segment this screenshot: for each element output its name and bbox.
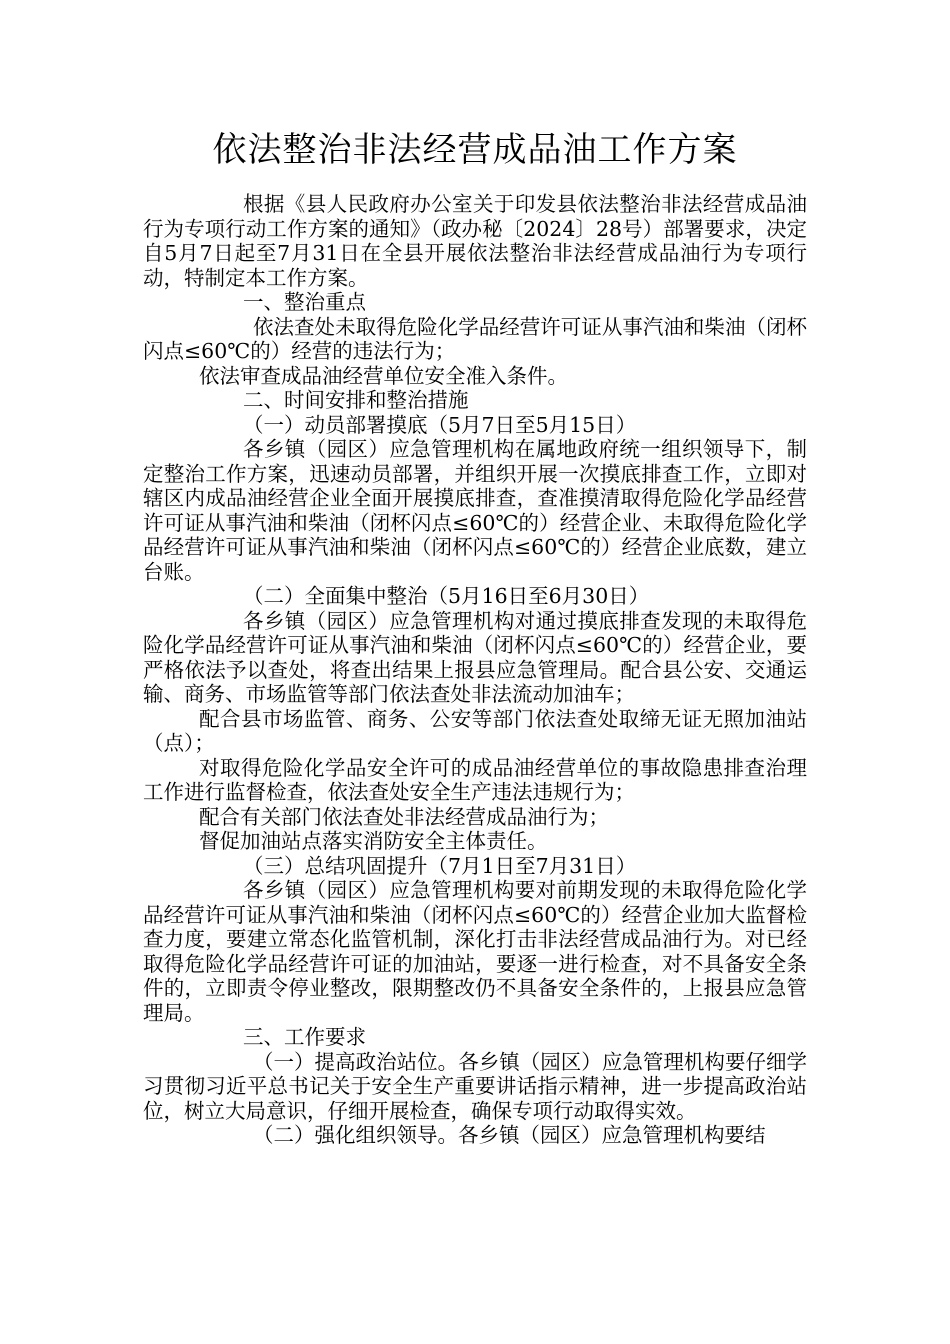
paragraph: 各乡镇（园区）应急管理机构在属地政府统一组织领导下，制定整治工作方案，迅速动员部署，并组织开展一次摸底排查工作，立即对辖区内成品油经营企业全面开展摸底排查，查准摸清取得危险化学品经营许可证从事汽油和柴油（闭杯闪点≤60℃的）经营企业、未取得危险化学品经营许可证从事汽油和柴油（闭杯闪点≤60℃的）经营企业底数，建立台账。: [143, 437, 807, 584]
paragraph: 配合县市场监管、商务、公安等部门依法查处取缔无证无照加油站（点）；: [143, 706, 807, 755]
paragraph: 对取得危险化学品安全许可的成品油经营单位的事故隐患排查治理工作进行监督检查，依法查处安全生产违法违规行为；: [143, 755, 807, 804]
paragraph: （二）强化组织领导。各乡镇（园区）应急管理机构要结: [253, 1123, 766, 1147]
paragraph: 依法查处未取得危险化学品经营许可证从事汽油和柴油（闭杯闪点≤60℃的）经营的违法行为；: [143, 314, 807, 363]
paragraph: 根据《县人民政府办公室关于印发县依法整治非法经营成品油行为专项行动工作方案的通知》（政办秘〔2024〕28号）部署要求，决定自5月7日起至7月31日在全县开展依法整治非法经营成品油行为专项行动，特制定本工作方案。: [143, 192, 807, 290]
paragraph: 依法审查成品油经营单位安全准入条件。: [199, 363, 568, 388]
paragraph: 三、工作要求: [243, 1025, 366, 1049]
document-title: 依法整治非法经营成品油工作方案: [212, 130, 738, 170]
paragraph: 各乡镇（园区）应急管理机构要对前期发现的未取得危险化学品经营许可证从事汽油和柴油（闭杯闪点≤60℃的）经营企业加大监督检查力度，要建立常态化监管机制，深化打击非法经营成品油行为。对已经取得危险化学品经营许可证的加油站，要逐一进行检查，对不具备安全条件的，立即责令停业整改，限期整改仍不具备安全条件的，上报县应急管理局。: [143, 878, 807, 1025]
paragraph: 一、整治重点: [243, 290, 366, 314]
paragraph: 督促加油站点落实消防安全主体责任。: [199, 829, 548, 853]
paragraph: 配合有关部门依法查处非法经营成品油行为；: [199, 804, 609, 829]
paragraph: 各乡镇（园区）应急管理机构对通过摸底排查发现的未取得危险化学品经营许可证从事汽油和柴油（闭杯闪点≤60℃的）经营企业，要严格依法予以查处，将查出结果上报县应急管理局。配合县公安、交通运输、商务、市场监管等部门依法查处非法流动加油车；: [143, 608, 807, 706]
paragraph: （一）动员部署摸底（5月7日至5月15日）: [243, 412, 637, 437]
paragraph: （二）全面集中整治（5月16日至6月30日）: [243, 584, 650, 608]
document-body: [143, 192, 807, 1148]
document-page: [143, 126, 807, 1148]
paragraph: （一）提高政治站位。各乡镇（园区）应急管理机构要仔细学习贯彻习近平总书记关于安全生产重要讲话指示精神，进一步提高政治站位，树立大局意识，仔细开展检查，确保专项行动取得实效。: [143, 1049, 807, 1123]
paragraph: （三）总结巩固提升（7月1日至7月31日）: [243, 853, 637, 878]
paragraph: 二、时间安排和整治措施: [243, 388, 469, 412]
